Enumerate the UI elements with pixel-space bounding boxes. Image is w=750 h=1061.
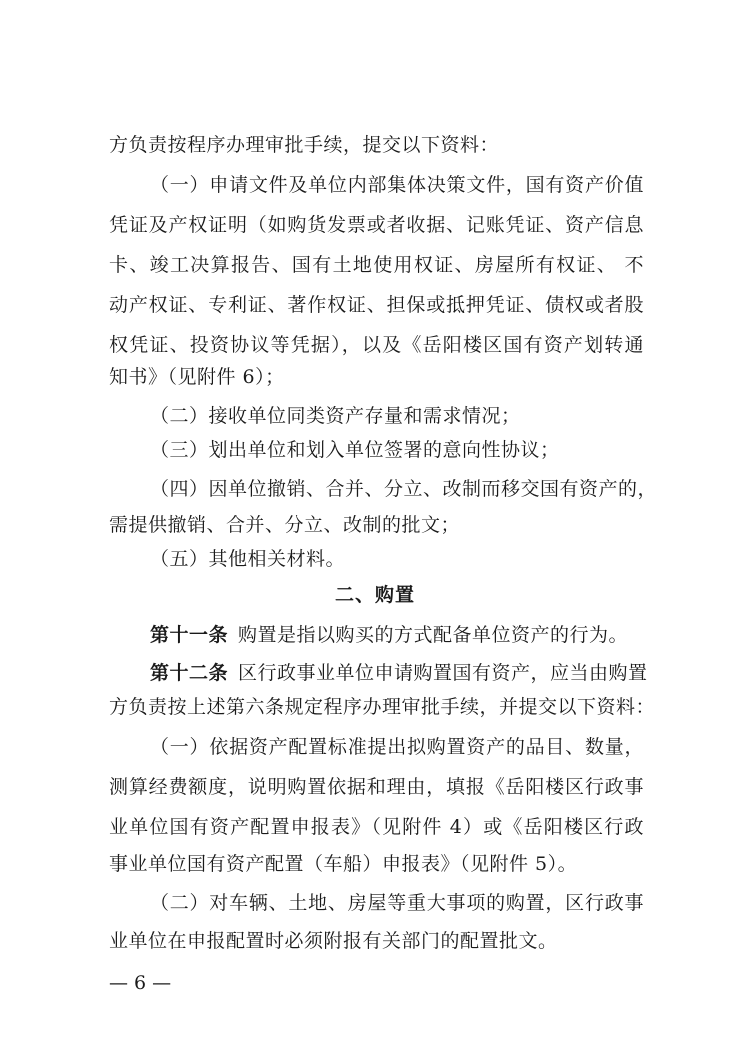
body-line: （二）接收单位同类资产存量和需求情况； xyxy=(150,405,521,427)
body-line: （二）对车辆、土地、房屋等重大事项的购置，区行政事 xyxy=(150,892,644,914)
body-line: 业单位在申报配置时必须附报有关部门的配置批文。 xyxy=(109,930,558,952)
article-text: 购置是指以购买的方式配备单位资产的行为。 xyxy=(238,624,629,646)
article-label: 第十一条 xyxy=(150,624,229,646)
body-line: 权凭证、投资协议等凭据），以及《岳阳楼区国有资产划转通 xyxy=(109,334,644,356)
body-line: （四）因单位撤销、合并、分立、改制而移交国有资产的， xyxy=(150,478,658,500)
body-line: 测算经费额度，说明购置依据和理由，填报《岳阳楼区行政事 xyxy=(109,776,644,798)
body-line: （一）申请文件及单位内部集体决策文件，国有资产价值 xyxy=(150,174,644,196)
body-line: 凭证及产权证明（如购货发票或者收据、记账凭证、资产信息 xyxy=(109,214,644,236)
body-line: 方负责按程序办理审批手续，提交以下资料： xyxy=(109,134,500,156)
body-line: 方负责按上述第六条规定程序办理审批手续，并提交以下资料： xyxy=(109,696,656,718)
article-label: 第十二条 xyxy=(150,662,229,684)
body-line: 卡、竣工决算报告、国有土地使用权证、房屋所有权证、 不 xyxy=(109,254,644,276)
body-line: 业单位国有资产配置申报表》（见附件 4）或《岳阳楼区行政 xyxy=(109,816,644,838)
page-number: — 6 — xyxy=(109,972,172,994)
body-line: （三）划出单位和划入单位签署的意向性协议； xyxy=(150,439,560,461)
body-line: 事业单位国有资产配置（车船）申报表》（见附件 5）。 xyxy=(109,853,578,875)
article-11 xyxy=(150,622,644,648)
body-line: 需提供撤销、合并、分立、改制的批文； xyxy=(109,514,461,536)
body-line: 动产权证、专利证、著作权证、担保或抵押凭证、债权或者股 xyxy=(109,294,644,316)
body-line: （五）其他相关材料。 xyxy=(150,548,346,570)
article-text: 区行政事业单位申请购置国有资产，应当由购置 xyxy=(238,662,648,684)
body-line: 知书》（见附件 6）； xyxy=(109,366,285,388)
article-12 xyxy=(150,660,648,686)
section-heading: 二、购置 xyxy=(334,584,415,606)
body-line: （一）依据资产配置标准提出拟购置资产的品目、数量， xyxy=(150,736,644,758)
